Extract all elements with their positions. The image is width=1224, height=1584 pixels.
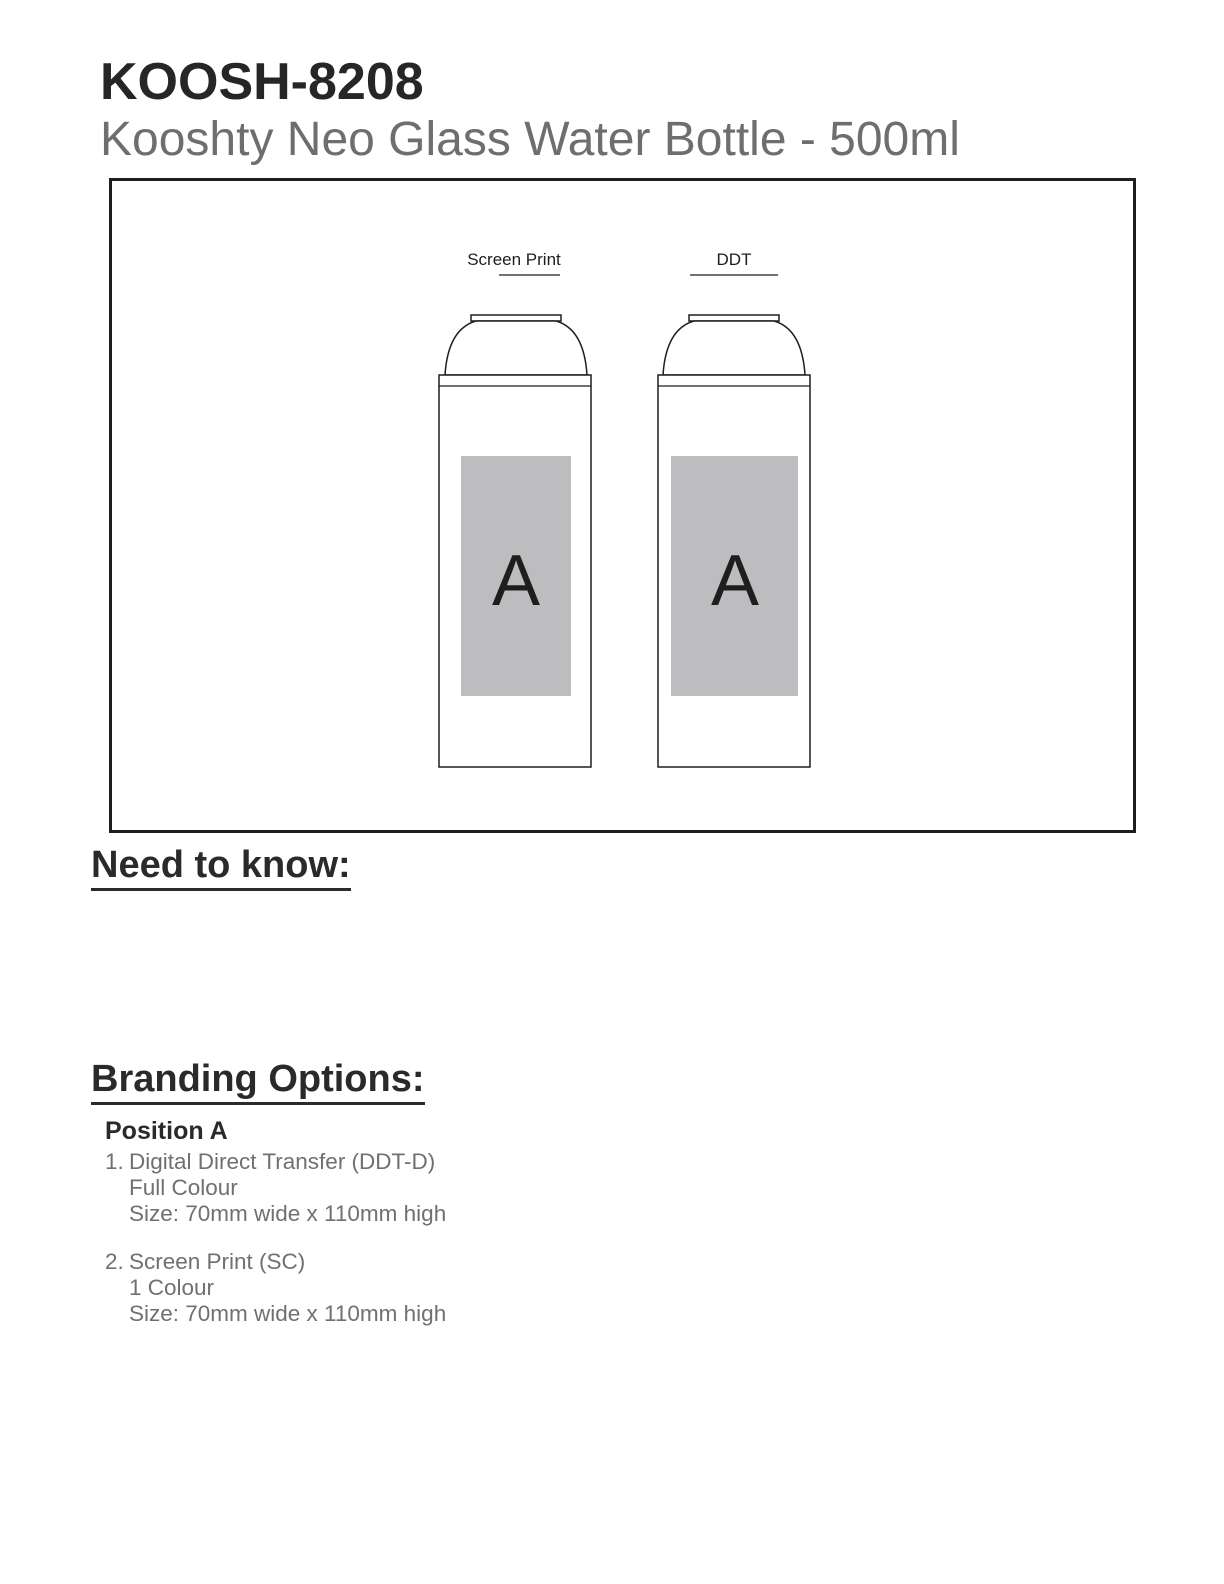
- need-to-know-heading: Need to know:: [91, 846, 351, 891]
- option-1-colour: Full Colour: [129, 1175, 238, 1200]
- bottle-1-position-label: A: [491, 541, 541, 621]
- bottle-1-cap: [445, 321, 587, 375]
- bottle-2-cap: [663, 321, 805, 375]
- product-title: Kooshty Neo Glass Water Bottle - 500ml: [100, 113, 960, 166]
- bottle-2-lid: [689, 315, 779, 321]
- option-2-size: Size: 70mm wide x 110mm high: [129, 1301, 447, 1326]
- option-2-colour: 1 Colour: [129, 1275, 215, 1300]
- bottle-ddt: [658, 250, 810, 767]
- branding-options-heading: Branding Options:: [91, 1060, 425, 1105]
- bottle-screen-print: [439, 250, 591, 767]
- position-a-title: Position A: [105, 1117, 228, 1145]
- option-1-size: Size: 70mm wide x 110mm high: [129, 1201, 447, 1226]
- branding-diagram-frame: [109, 178, 1136, 833]
- option-2-method: Screen Print (SC): [129, 1249, 306, 1274]
- option-2-number: 2.: [105, 1249, 124, 1274]
- option-1-number: 1.: [105, 1149, 124, 1174]
- product-code: KOOSH-8208: [100, 53, 424, 111]
- bottle-1-method-label: Screen Print: [467, 250, 561, 269]
- bottle-2-method-label: DDT: [716, 250, 752, 269]
- bottle-1-lid: [471, 315, 561, 321]
- option-1-method: Digital Direct Transfer (DDT-D): [129, 1149, 436, 1174]
- bottle-2-position-label: A: [710, 541, 760, 621]
- bottle-diagram: [112, 181, 1133, 830]
